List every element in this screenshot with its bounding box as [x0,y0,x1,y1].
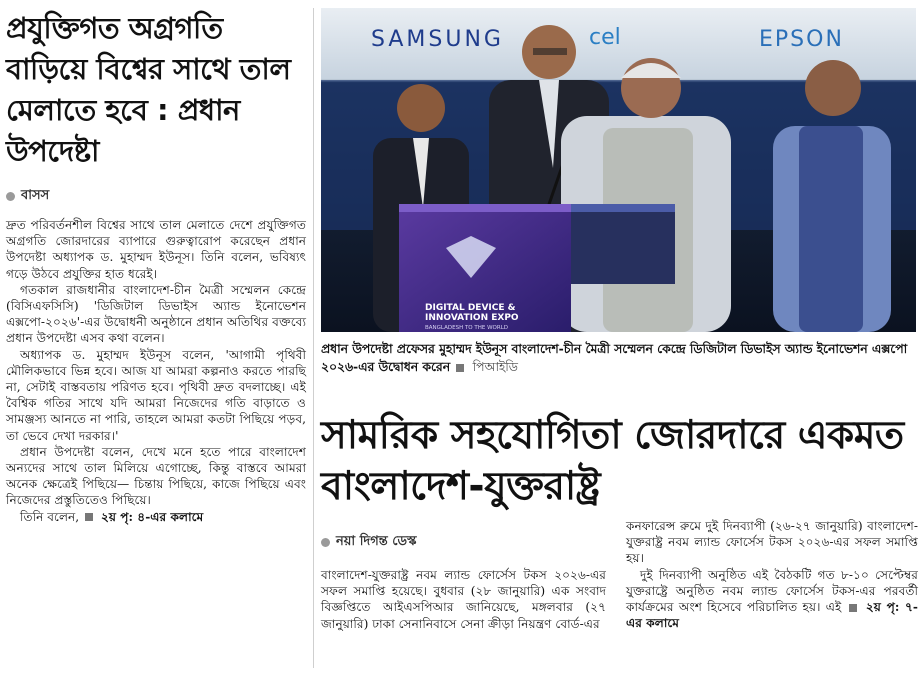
lead-paragraph-3: অধ্যাপক ড. মুহাম্মদ ইউনূস বলেন, 'আগামী পৃথিবী মৌলিকভাবে ভিন্ন হবে। আজ যা আমরা কল্পনাও করতে পারছি না, সেটাই বাস্তবতায় পরিণত হবে। পৃথিবী দ্রুত বদলাচ্ছে। এই বৈশ্বিক গতির সাথে যদি আমরা নিজেদের গতি বাড়াতে ও সামঞ্জস্য আনতে না পারি, তাহলে আমরা কতটা পিছিয়ে পড়ব, তা ভেবে দেখা দরকার।' [6,347,306,443]
banner-samsung: SAMSUNG [371,27,504,52]
podium-line-3: BANGLADESH TO THE WORLD [425,325,508,331]
lead-last-line-text: তিনি বলেন, [20,509,80,524]
podium-line-2: INNOVATION EXPO [425,313,519,323]
bullet-dot-icon [6,192,15,201]
second-story-text-3 [626,567,918,632]
banner-epson: EPSON [759,27,844,52]
credit-square-icon [456,364,464,372]
lead-paragraph-2: গতকাল রাজধানীর বাংলাদেশ-চীন মৈত্রী সম্মেলন কেন্দ্রে (বিসিএফসিসি) 'ডিজিটাল ডিভাইস অ্যান্ড ইনোভেশন এক্সপো-২০২৬'-এর উদ্বোধনী অনুষ্ঠানে প্রধান অতিথির বক্তব্যে প্রধান উপদেষ্টা এসব কথা বলেন। [6,282,306,346]
podium-line-1: DIGITAL DEVICE & [425,303,516,313]
photo-illustration [321,8,916,332]
caption-text: প্রধান উপদেষ্টা প্রফেসর মুহাম্মদ ইউনূস বাংলাদেশ-চীন মৈত্রী সম্মেলন কেন্দ্রে ডিজিটাল ডিভাইস অ্যান্ড ইনোভেশন এক্সপো ২০২৬-এর উদ্বোধন করেন [321,342,908,374]
second-headline[interactable]: সামরিক সহযোগিতা জোরদারে একমত বাংলাদেশ-যুক্তরাষ্ট্র [321,413,904,509]
lead-last-line [6,509,306,525]
second-byline [321,532,606,553]
second-continuation-link[interactable]: ২য় পৃ: ৭-এর কলামে [626,600,918,631]
bullet-dot-icon [321,538,330,547]
lead-paragraph-1: দ্রুত পরিবর্তনশীল বিশ্বের সাথে তাল মেলাতে দেশে প্রযুক্তিগত অগ্রগতি জোরদারের ব্যাপারে গুরুত্বারোপ করেছেন প্রধান উপদেষ্টা অধ্যাপক ড. মুহাম্মদ ইউনূস। তিনি বলেন, ভবিষ্যৎ গড়ে উঠবে প্রযুক্তির হাত ধরেই। [6,218,306,281]
column-divider [313,8,314,668]
second-story-column-2 [626,518,918,631]
byline-source: বাসস [21,188,50,203]
photo-caption [321,340,919,376]
lead-byline [6,186,306,207]
second-story-text-1: বাংলাদেশ-যুক্তরাষ্ট্র নবম ল্যান্ড ফোর্সেস টকস ২০২৬-এর সফল সমাপ্তি হয়েছে। বুধবার (২৮ জানুয়ারি) এক সংবাদ বিজ্ঞপ্তিতে আইএসপিআর জানিয়েছে, মঙ্গলবার (২৭ জানুয়ারি) ঢাকা সেনানিবাসে সেনা ক্রীড়া নিয়ন্ত্রণ বোর্ড-এর [321,568,606,631]
continuation-square-icon [85,513,93,521]
news-photo[interactable] [321,8,916,332]
continuation-square-icon [849,604,857,612]
lead-headline[interactable]: প্রযুক্তিগত অগ্রগতি বাড়িয়ে বিশ্বের সাথে তাল মেলাতে হবে : প্রধান উপদেষ্টা [6,11,291,168]
second-story-column-1 [321,532,606,632]
second-story-text-3-body: দুই দিনব্যাপী অনুষ্ঠিত এই বৈঠকটি গত ৮-১০ সেপ্টেম্বর যুক্তরাষ্ট্রে অনুষ্ঠিত নবম ল্যান্ড ফোর্সেস টকস-এর পরবর্তী কার্যক্রমের অংশ হিসেবে পরিচালিত হয়। এই [626,567,918,615]
second-byline-source: নয়া দিগন্ত ডেস্ক [336,534,417,549]
lead-continuation-link[interactable]: ২য় পৃ: ৪-এর কলামে [100,509,204,524]
lead-paragraph-4: প্রধান উপদেষ্টা বলেন, দেখে মনে হতে পারে বাংলাদেশ অন্যদের সাথে তাল মিলিয়ে এগোচ্ছে, কিন্তু বাস্তবে আমরা অনেক ক্ষেত্রেই পিছিয়ে— চিন্তায় পিছিয়ে, কাজে পিছিয়ে এবং নিজেদের প্রস্তুতিতেও পিছিয়ে। [6,444,306,508]
banner-cel: cel [589,25,621,50]
photo-credit: পিআইডি [472,360,518,374]
lead-story [6,8,306,525]
lead-body [6,217,306,525]
second-story-text-2: কনফারেন্স রুমে দুই দিনব্যাপী (২৬-২৭ জানুয়ারি) বাংলাদেশ-যুক্তরাষ্ট্র নবম ল্যান্ড ফোর্সেস টকস ২০২৬-এর সফল সমাপ্তি হয়। [626,519,918,566]
